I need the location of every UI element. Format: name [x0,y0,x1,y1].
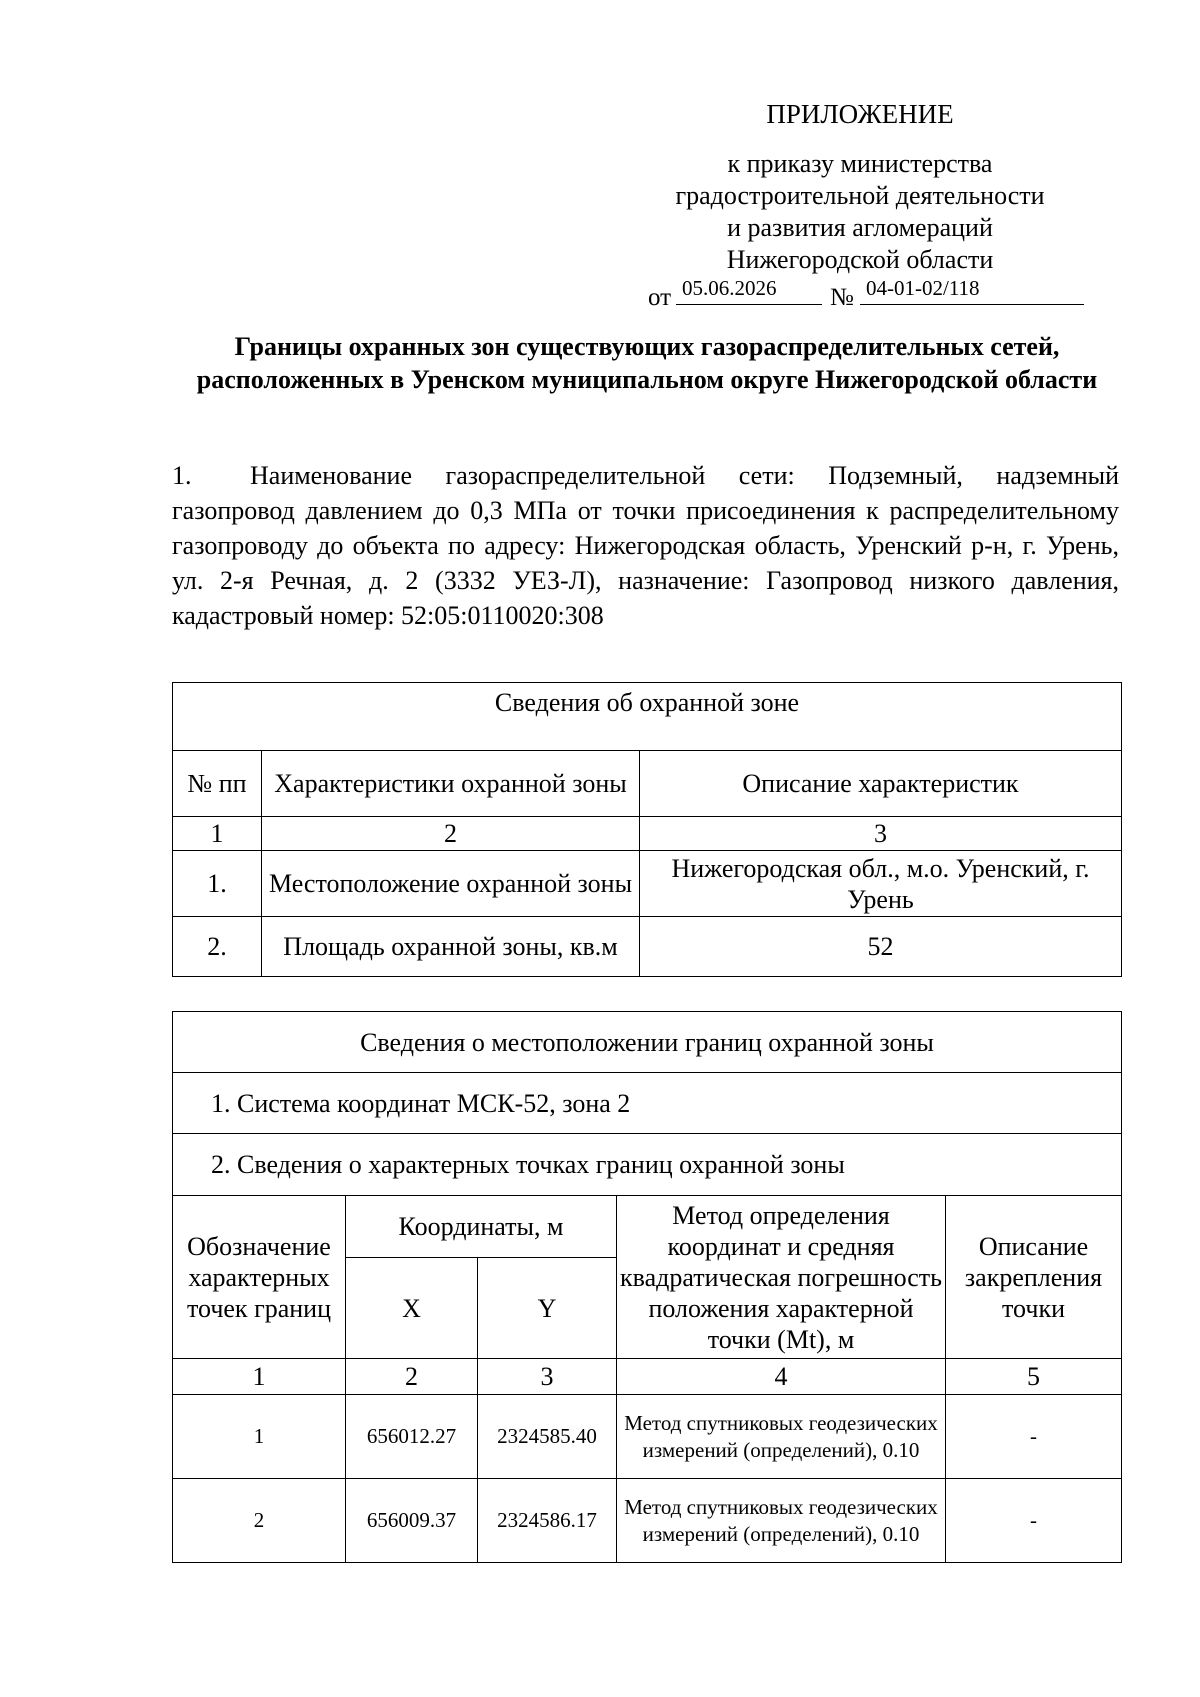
method-header: Метод определения координат и средняя квадратическая погрешность положения характерной точки (Mt), м [617,1196,946,1359]
point-id: 2 [173,1479,346,1563]
boundary-table-caption: Сведения о местоположении границ охранной зоны [173,1012,1122,1073]
header-line: Нижегородской области [726,245,994,274]
date-label: от [648,284,672,311]
table-row [173,1479,1122,1563]
point-method: Метод спутниковых геодезических измерений (определений), 0.10 [617,1395,946,1479]
appendix-title: ПРИЛОЖЕНИЕ [766,99,954,129]
point-x: 656009.37 [346,1479,478,1563]
x-header: X [346,1258,478,1359]
coords-header: Координаты, м [346,1196,617,1258]
table-row [173,917,1122,977]
coordinate-system: 1. Система координат МСК-52, зона 2 [173,1073,1122,1134]
point-y: 2324586.17 [478,1479,617,1563]
zone-info-table [172,682,1122,977]
header-line: и развития агломераций [727,213,993,242]
fixing-header: Описание закрепления точки [946,1196,1122,1359]
point-id: 1 [173,1395,346,1479]
paragraph-number: 1. [172,461,192,490]
index-cell: 1 [173,1359,346,1395]
index-cell: 5 [946,1359,1122,1395]
table-cell: 52 [640,917,1122,977]
point-method: Метод спутниковых геодезических измерений (определений), 0.10 [617,1479,946,1563]
order-reference [648,276,1118,310]
network-description [172,458,1119,633]
appendix-header [640,98,1080,276]
point-x: 656012.27 [346,1395,478,1479]
table-cell: Нижегородская обл., м.о. Уренский, г. Урень [640,851,1122,917]
zone-table-caption: Сведения об охранной зоне [173,683,1122,751]
index-cell: 3 [478,1359,617,1395]
boundary-table [172,1011,1122,1563]
paragraph-text: Наименование газораспределительной сети: Подземный, надземный газопровод давлением до 0,3 МПа от точки присоединения к распределительному газопроводу до объекта по адресу: Нижегородская область, Уренский р-н, г. Урень, ул. 2-я Речная, д. 2 (3332 УЕЗ-Л), назначение: Газопровод низкого давления, кадастровый номер: 52:05:0110020:308 [172,461,1119,630]
index-cell: 1 [173,817,262,851]
number-label: № [830,284,854,311]
header-line: к приказу министерства [727,149,993,178]
column-header: № пп [173,751,262,817]
point-y: 2324585.40 [478,1395,617,1479]
column-header: Описание характеристик [640,751,1122,817]
index-cell: 4 [617,1359,946,1395]
order-number: 04-01-02/118 [860,276,1084,305]
index-cell: 2 [262,817,640,851]
table-row [173,851,1122,917]
table-cell: 1. [173,851,262,917]
table-row [173,1395,1122,1479]
column-header: Характеристики охранной зоны [262,751,640,817]
point-fixing: - [946,1395,1122,1479]
points-caption: 2. Сведения о характерных точках границ охранной зоны [173,1134,1122,1196]
table-cell: Местоположение охранной зоны [262,851,640,917]
order-date: 05.06.2026 [676,276,822,305]
header-line: градостроительной деятельности [675,181,1045,210]
table-cell: Площадь охранной зоны, кв.м [262,917,640,977]
point-fixing: - [946,1479,1122,1563]
document-title: Границы охранных зон существующих газораспределительных сетей, расположенных в Уренском муниципальном округе Нижегородской области [196,332,1098,394]
designation-header: Обозначение характерных точек границ [173,1196,346,1359]
index-cell: 3 [640,817,1122,851]
index-cell: 2 [346,1359,478,1395]
table-cell: 2. [173,917,262,977]
y-header: Y [478,1258,617,1359]
